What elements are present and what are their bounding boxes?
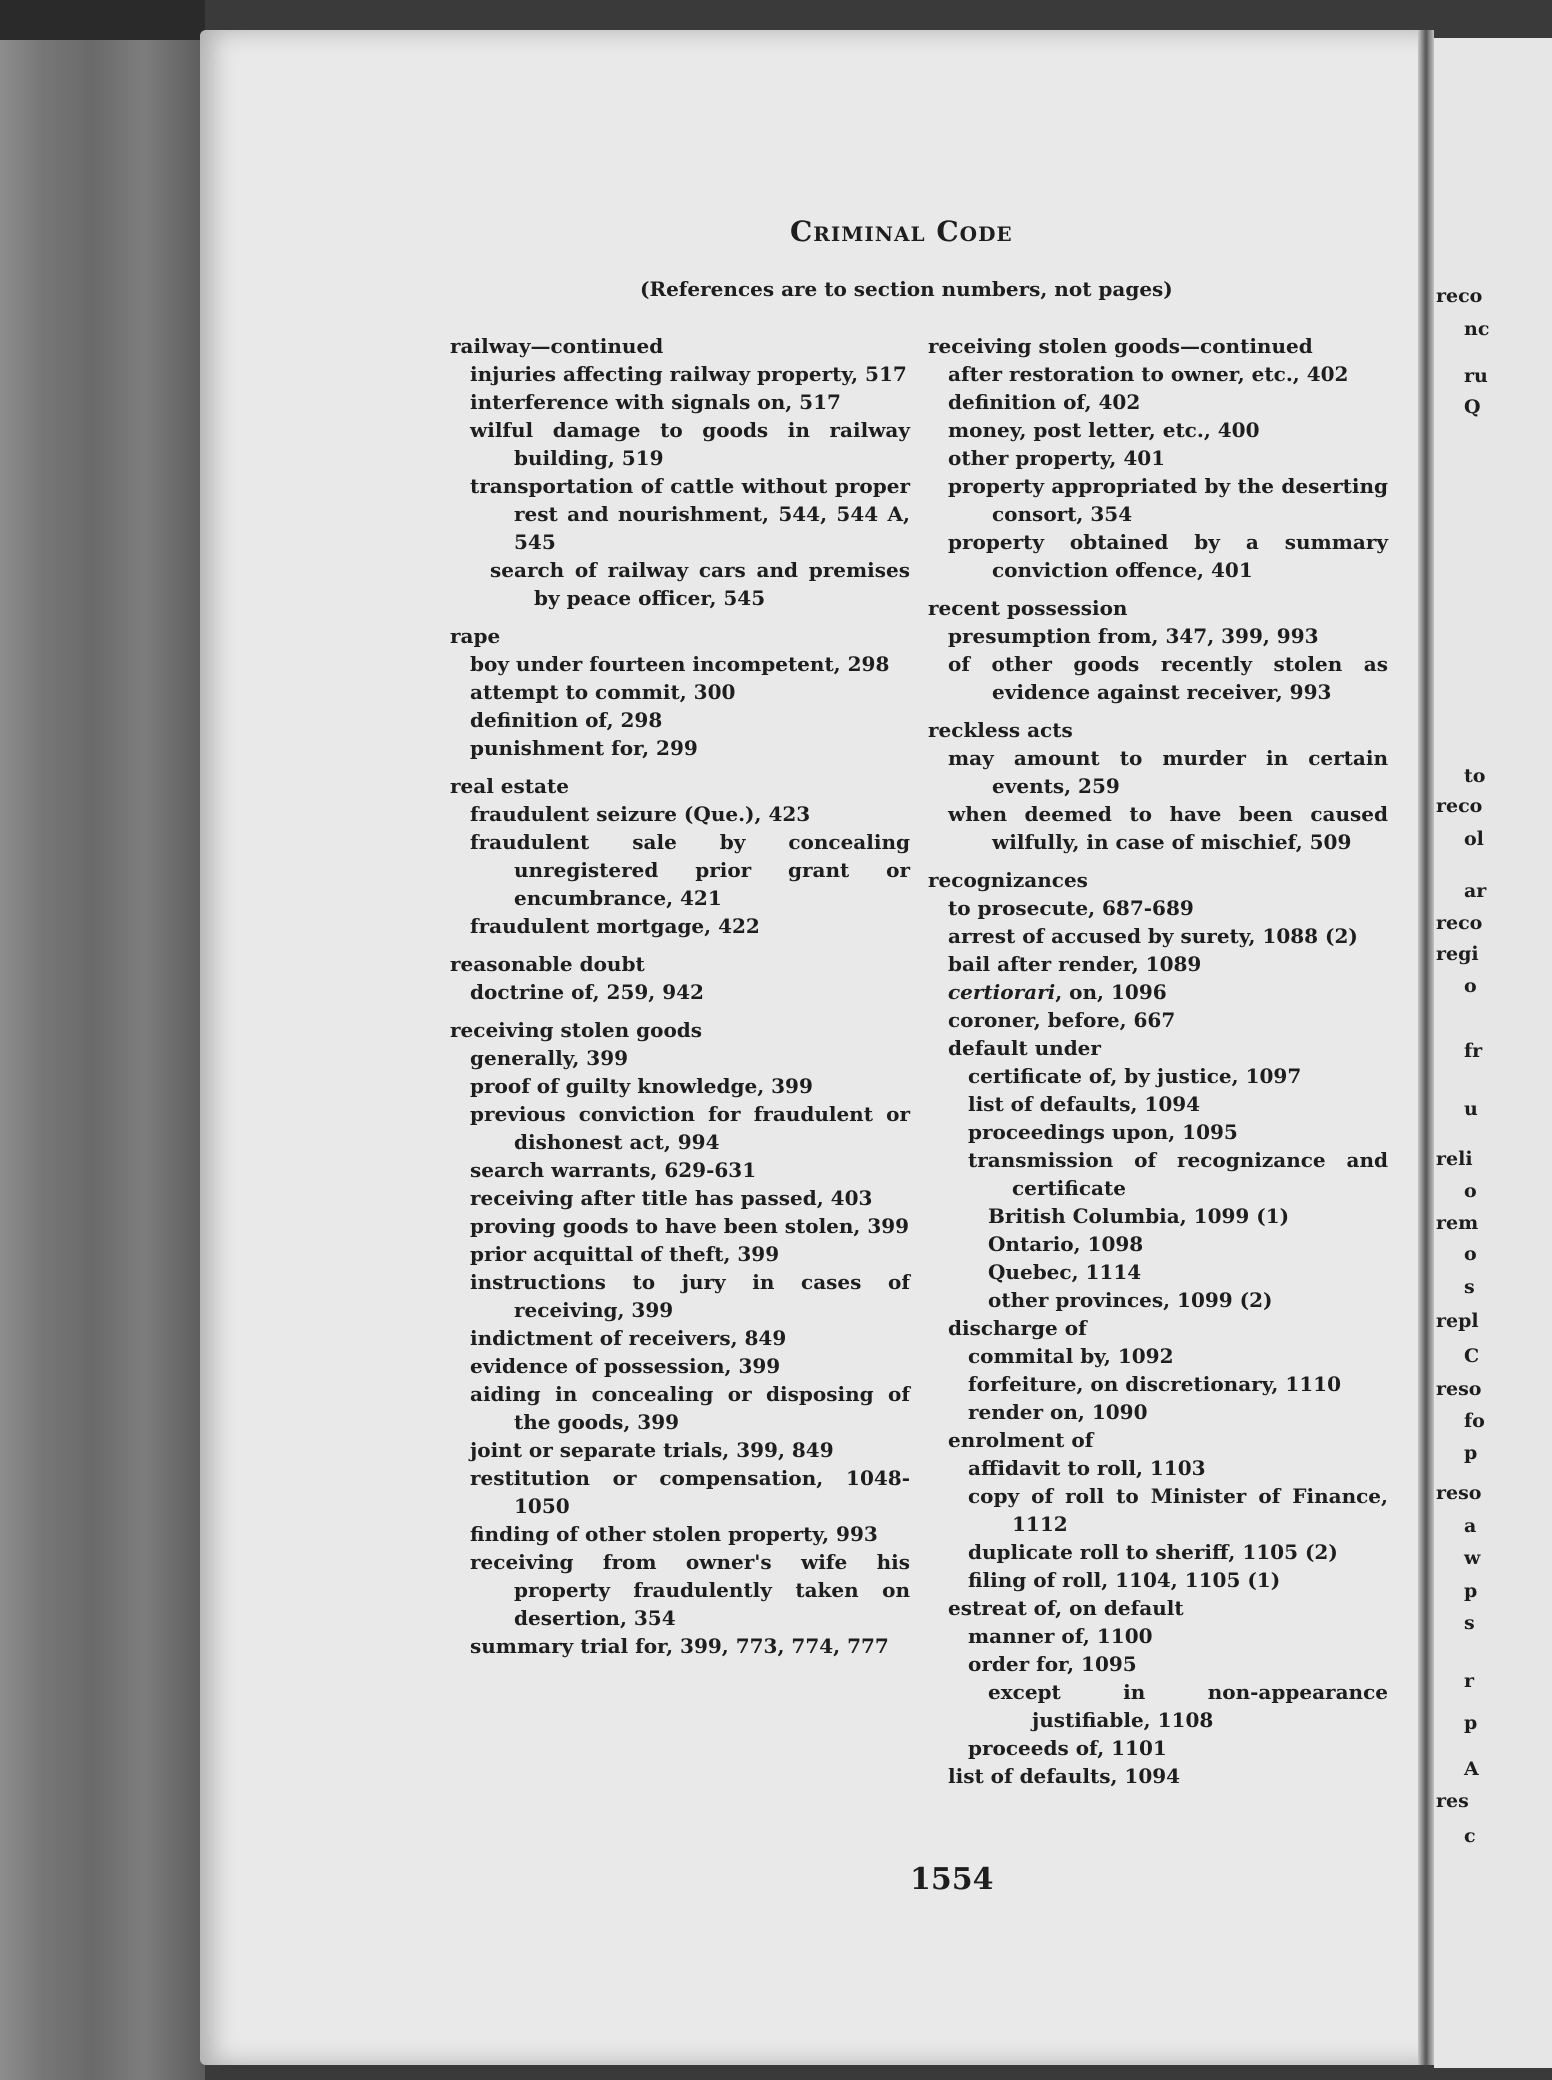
index-heading: real estate <box>450 774 569 798</box>
next-page-fragment: o <box>1464 1243 1477 1265</box>
book-spine <box>0 0 205 2080</box>
index-subentry: search of railway cars and premises by peace officer, 545 <box>490 558 910 610</box>
next-page-fragment: Q <box>1464 396 1481 418</box>
index-subentry: bail after render, 1089 <box>948 952 1202 976</box>
index-subentry: proof of guilty knowledge, 399 <box>470 1074 813 1098</box>
index-subentry: property appropriated by the deserting consort, 354 <box>948 474 1388 526</box>
index-subentry: arrest of accused by surety, 1088 (2) <box>948 924 1358 948</box>
index-subentry: British Columbia, 1099 (1) <box>988 1204 1290 1228</box>
next-page-fragment: s <box>1464 1276 1475 1298</box>
index-heading: reckless acts <box>928 718 1073 742</box>
next-page-fragment: repl <box>1436 1310 1479 1332</box>
page-subtitle: (References are to section numbers, not pages) <box>640 277 1173 301</box>
next-page-fragment: nc <box>1464 318 1490 340</box>
index-column-right <box>928 332 1388 1790</box>
index-subentry: receiving after title has passed, 403 <box>470 1186 873 1210</box>
index-subentry: filing of roll, 1104, 1105 (1) <box>968 1568 1281 1592</box>
page-number: 1554 <box>910 1862 994 1897</box>
index-subentry: estreat of, on default <box>948 1596 1184 1620</box>
next-page-fragment: s <box>1464 1612 1475 1634</box>
index-subentry: affidavit to roll, 1103 <box>968 1456 1206 1480</box>
index-subentry: property obtained by a summary conviction offence, 401 <box>948 530 1388 582</box>
next-page-fragment: r <box>1464 1670 1475 1692</box>
index-subentry: interference with signals on, 517 <box>470 390 841 414</box>
next-page-fragment: reso <box>1436 1482 1482 1504</box>
index-subentry: when deemed to have been caused wilfully, in case of mischief, 509 <box>948 802 1388 854</box>
index-subentry: render on, 1090 <box>968 1400 1148 1424</box>
index-heading: reasonable doubt <box>450 952 645 976</box>
index-heading: railway—continued <box>450 334 664 358</box>
next-page-fragment: reco <box>1436 795 1483 817</box>
index-subentry: certiorari, on, 1096 <box>948 980 1167 1004</box>
index-subentry: discharge of <box>948 1316 1087 1340</box>
next-page-fragment: regi <box>1436 943 1479 965</box>
index-subentry: after restoration to owner, etc., 402 <box>948 362 1349 386</box>
index-subentry: definition of, 298 <box>470 708 663 732</box>
index-subentry: proceedings upon, 1095 <box>968 1120 1238 1144</box>
index-heading: receiving stolen goods—continued <box>928 334 1313 358</box>
index-subentry: enrolment of <box>948 1428 1094 1452</box>
index-subentry: default under <box>948 1036 1101 1060</box>
next-page-fragment: w <box>1464 1547 1481 1569</box>
index-subentry: of other goods recently stolen as evidence against receiver, 993 <box>948 652 1388 704</box>
next-page-fragment: res <box>1436 1790 1469 1812</box>
index-subentry: fraudulent seizure (Que.), 423 <box>470 802 811 826</box>
index-subentry: finding of other stolen property, 993 <box>470 1522 878 1546</box>
index-subentry: aiding in concealing or disposing of the goods, 399 <box>470 1382 910 1434</box>
index-subentry: evidence of possession, 399 <box>470 1354 781 1378</box>
index-heading: receiving stolen goods <box>450 1018 703 1042</box>
next-page-fragment: o <box>1464 975 1477 997</box>
index-subentry: proceeds of, 1101 <box>968 1736 1167 1760</box>
index-heading: recognizances <box>928 868 1088 892</box>
index-subentry: transportation of cattle without proper rest and nourishment, 544, 544 A, 545 <box>470 474 910 554</box>
next-page-fragment: reco <box>1436 912 1483 934</box>
index-subentry: transmission of recognizance and certificate <box>968 1148 1388 1200</box>
index-heading: recent possession <box>928 596 1128 620</box>
next-page-fragment: fo <box>1464 1410 1485 1432</box>
index-subentry: receiving from owner's wife his property fraudulently taken on desertion, 354 <box>470 1550 910 1630</box>
next-page-edge <box>1434 38 1552 2068</box>
index-subentry: money, post letter, etc., 400 <box>948 418 1260 442</box>
index-subentry: boy under fourteen incompetent, 298 <box>470 652 890 676</box>
next-page-fragment: rem <box>1436 1212 1479 1234</box>
index-subentry: fraudulent mortgage, 422 <box>470 914 760 938</box>
index-subentry: manner of, 1100 <box>968 1624 1153 1648</box>
index-subentry: punishment for, 299 <box>470 736 698 760</box>
next-page-fragment: a <box>1464 1515 1477 1537</box>
index-subentry: joint or separate trials, 399, 849 <box>470 1438 834 1462</box>
next-page-fragment: to <box>1464 765 1486 787</box>
index-column-left <box>450 332 910 1660</box>
index-subentry: indictment of receivers, 849 <box>470 1326 787 1350</box>
next-page-fragment: c <box>1464 1825 1476 1847</box>
index-subentry: previous conviction for fraudulent or dishonest act, 994 <box>470 1102 910 1154</box>
page-gutter <box>1418 30 1434 2065</box>
index-subentry: except in non-appearance justifiable, 1108 <box>988 1680 1388 1732</box>
index-subentry: copy of roll to Minister of Finance, 1112 <box>968 1484 1388 1536</box>
next-page-fragment: reco <box>1436 285 1483 307</box>
next-page-fragment: p <box>1464 1442 1478 1464</box>
next-page-fragment: o <box>1464 1180 1477 1202</box>
page-title: Criminal Code <box>790 215 1013 248</box>
next-page-fragment: A <box>1464 1758 1479 1780</box>
next-page-fragment: C <box>1464 1345 1480 1367</box>
index-subentry: summary trial for, 399, 773, 774, 777 <box>470 1634 889 1658</box>
index-subentry: wilful damage to goods in railway building, 519 <box>470 418 910 470</box>
index-subentry: Quebec, 1114 <box>988 1260 1142 1284</box>
next-page-fragment: p <box>1464 1580 1478 1602</box>
book-spine-top <box>0 0 205 40</box>
next-page-fragment: ol <box>1464 828 1484 850</box>
index-subentry: injuries affecting railway property, 517 <box>470 362 907 386</box>
index-subentry: fraudulent sale by concealing unregistered prior grant or encumbrance, 421 <box>470 830 910 910</box>
index-subentry: search warrants, 629-631 <box>470 1158 757 1182</box>
next-page-fragment: ru <box>1464 365 1488 387</box>
index-subentry: presumption from, 347, 399, 993 <box>948 624 1319 648</box>
index-subentry: restitution or compensation, 1048-1050 <box>470 1466 910 1518</box>
index-subentry: other provinces, 1099 (2) <box>988 1288 1273 1312</box>
index-subentry: to prosecute, 687-689 <box>948 896 1194 920</box>
index-subentry: Ontario, 1098 <box>988 1232 1144 1256</box>
index-subentry: commital by, 1092 <box>968 1344 1174 1368</box>
index-subentry: attempt to commit, 300 <box>470 680 736 704</box>
index-subentry: forfeiture, on discretionary, 1110 <box>968 1372 1342 1396</box>
index-subentry: certificate of, by justice, 1097 <box>968 1064 1302 1088</box>
index-subentry: order for, 1095 <box>968 1652 1137 1676</box>
next-page-fragment: p <box>1464 1712 1478 1734</box>
next-page-fragment: ar <box>1464 880 1487 902</box>
index-heading: rape <box>450 624 501 648</box>
index-subentry: list of defaults, 1094 <box>948 1764 1181 1788</box>
index-subentry: prior acquittal of theft, 399 <box>470 1242 780 1266</box>
index-subentry: other property, 401 <box>948 446 1166 470</box>
index-subentry: may amount to murder in certain events, 259 <box>948 746 1388 798</box>
next-page-fragment: reso <box>1436 1378 1482 1400</box>
index-subentry: doctrine of, 259, 942 <box>470 980 704 1004</box>
index-subentry: list of defaults, 1094 <box>968 1092 1201 1116</box>
next-page-fragment: fr <box>1464 1040 1483 1062</box>
index-subentry: duplicate roll to sheriff, 1105 (2) <box>968 1540 1338 1564</box>
index-subentry: proving goods to have been stolen, 399 <box>470 1214 910 1238</box>
index-subentry: definition of, 402 <box>948 390 1141 414</box>
index-subentry: coroner, before, 667 <box>948 1008 1176 1032</box>
next-page-fragment: reli <box>1436 1148 1473 1170</box>
index-subentry: generally, 399 <box>470 1046 629 1070</box>
next-page-fragment: u <box>1464 1098 1478 1120</box>
italic-term: certiorari <box>948 980 1056 1004</box>
index-subentry: instructions to jury in cases of receiving, 399 <box>470 1270 910 1322</box>
